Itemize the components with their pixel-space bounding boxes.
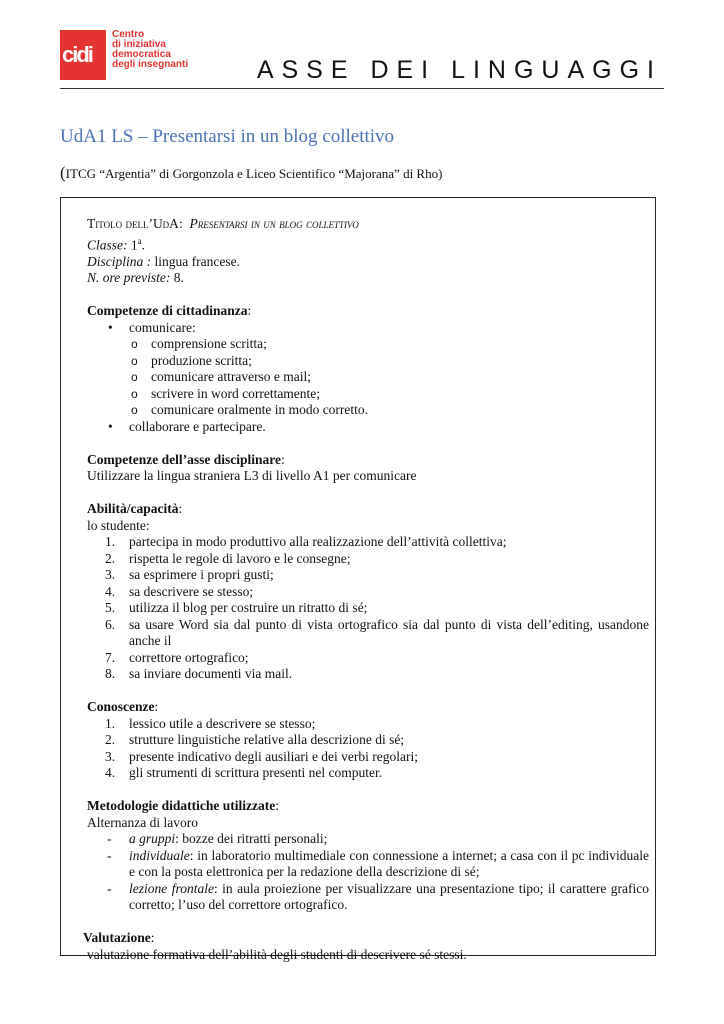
heading-text: Valutazione (83, 930, 151, 945)
sub-list-item: o produzione scritta; (129, 353, 649, 370)
heading-text: Abilità/capacità (87, 501, 179, 516)
list-item-text: rispetta le regole di lavoro e le consegne; (129, 550, 351, 566)
list-item-text: lessico utile a descrivere se stesso; (129, 715, 316, 731)
list-item-text: sa descrivere se stesso; (129, 583, 254, 599)
item-text: : in aula proiezione per visualizzare una presentazione tipo; il carattere grafico corretto; l’uso del correttore ortografico. (129, 880, 649, 912)
valutazione-heading: Valutazione: (83, 930, 155, 945)
header-title: ASSE DEI LINGUAGGI (256, 56, 662, 84)
list-item (105, 320, 649, 419)
disciplina-line (87, 254, 649, 271)
list-item (105, 848, 649, 881)
list-item-text: sa inviare documenti via mail. (129, 666, 293, 681)
sub-list-item: o comunicare oralmente in modo corretto. (129, 402, 649, 419)
list-item: 6. sa usare Word sia dal punto di vista ortografico sia dal punto di vista dell’editing, usandone anche il (105, 616, 649, 648)
metodologie-list (87, 831, 649, 914)
item-text: : in laboratorio multimediale con connessione a internet; a casa con il pc individuale e con la posta elettronica per la redazione della descrizione di sé; (129, 847, 649, 879)
valutazione-text: valutazione formativa dell’abilità degli studenti di descrivere sé stessi. (87, 946, 467, 962)
list-item: 1. lessico utile a descrivere se stesso; (105, 715, 316, 731)
logo-text (112, 30, 188, 70)
sub-list (129, 336, 649, 419)
list-item: 1. partecipa in modo produttivo alla realizzazione dell’attività collettiva; (105, 534, 507, 549)
list-item: 7. correttore ortografico; (105, 649, 249, 665)
logo-line: Centro (112, 29, 145, 40)
list-item: • collaborare e partecipare. (105, 419, 649, 436)
heading-text: Competenze di cittadinanza (87, 303, 248, 318)
heading-text: Competenze dell’asse disciplinare (87, 451, 281, 467)
cidi-logo-mark (60, 30, 106, 80)
list-item-text: sa esprimere i propri gusti; (129, 567, 274, 582)
list-item-text: sa usare Word sia dal punto di vista ortografico sia dal punto di vista dell’editing, usandone anche il (129, 616, 649, 648)
titolo-line: Titolo dell’UdA: Presentarsi in un blog collettivo (87, 216, 359, 231)
schools-line (60, 163, 442, 183)
uda-content (83, 216, 649, 963)
list-item-text: comunicare: (129, 319, 196, 335)
classe-value: 1 (130, 237, 138, 252)
paren: ( (60, 163, 66, 182)
disciplina-value: lingua francese. (154, 253, 240, 269)
conoscenze-list (87, 716, 649, 782)
item-text: : bozze dei ritratti personali; (175, 831, 328, 846)
list-item-text: partecipa in modo produttivo alla realizzazione dell’attività collettiva; (129, 534, 507, 549)
item-label: a gruppi (129, 831, 176, 846)
titolo-label: Titolo dell’UdA (87, 216, 179, 231)
header-divider (60, 88, 664, 89)
logo-line: democratica (112, 49, 171, 60)
list-item-text: presente indicativo degli ausiliari e dei verbi regolari; (129, 748, 419, 764)
disciplina-label: Disciplina : (87, 253, 152, 269)
item-label: individuale (129, 847, 190, 863)
sub-list-item: o comprensione scritta; (129, 336, 649, 353)
ore-value: 8. (173, 270, 184, 285)
logo-letters: cidi (62, 42, 92, 67)
competenze-asse-heading: Competenze dell’asse disciplinare: (87, 451, 285, 467)
classe-line: Classe: 1$^a$. (87, 235, 145, 252)
list-item: 3. presente indicativo degli ausiliari e dei verbi regolari; (105, 748, 419, 764)
ore-label: N. ore previste: (87, 270, 171, 285)
cidi-logo (60, 28, 189, 84)
list-item: 2. strutture linguistiche relative alla descrizione di sé; (105, 732, 405, 747)
list-item: 8. sa inviare documenti via mail. (105, 666, 293, 681)
list-item: 4. gli strumenti di scrittura presenti nel computer. (105, 765, 383, 780)
classe-label: Classe: (87, 237, 128, 252)
abilita-intro: lo studente: (87, 517, 150, 533)
schools-text: ITCG “Argentia” di Gorgonzola e Liceo Scientifico “Majorana” di Rho) (65, 166, 443, 181)
sub-list-item: o scrivere in word correttamente; (129, 386, 649, 403)
list-item-text: strutture linguistiche relative alla descrizione di sé; (129, 732, 405, 747)
classe-sup: a (137, 235, 142, 246)
list-item-text: utilizza il blog per costruire un ritratto di sé; (129, 600, 368, 615)
list-item-text: gli strumenti di scrittura presenti nel computer. (129, 765, 383, 780)
heading-text: Conoscenze (87, 699, 155, 714)
heading-text: Metodologie didattiche utilizzate (87, 798, 276, 813)
ore-line (87, 270, 649, 287)
logo-line: di iniziativa (112, 39, 166, 50)
logo-line: degli insegnanti (112, 59, 189, 70)
competenze-cittadinanza-list (87, 320, 649, 436)
metodologie-intro: Alternanza di lavoro (87, 814, 198, 830)
titolo-value: Presentarsi in un blog collettivo (189, 216, 359, 231)
list-item: 5. utilizza il blog per costruire un ritratto di sé; (105, 600, 368, 615)
item-label: lezione frontale (129, 880, 214, 896)
competenze-cittadinanza-heading: Competenze di cittadinanza: (87, 303, 252, 318)
list-item: 2. rispetta le regole di lavoro e le consegne; (105, 550, 351, 566)
conoscenze-heading: Conoscenze: (87, 699, 159, 714)
list-item (105, 831, 649, 848)
uda-box (60, 197, 656, 962)
abilita-list (87, 534, 649, 683)
metodologie-heading: Metodologie didattiche utilizzate: (87, 798, 279, 813)
abilita-heading: Abilità/capacità: (87, 501, 183, 516)
uda-title: UdA1 LS – Presentarsi in un blog collettivo (60, 126, 395, 147)
list-item-text: correttore ortografico; (129, 649, 249, 665)
sub-list-item: o comunicare attraverso e mail; (129, 369, 649, 386)
list-item: 3. sa esprimere i propri gusti; (105, 567, 274, 582)
list-item (105, 881, 649, 914)
list-item: 4. sa descrivere se stesso; (105, 583, 254, 599)
competenze-asse-text: Utilizzare la lingua straniera L3 di livello A1 per comunicare (87, 468, 417, 483)
